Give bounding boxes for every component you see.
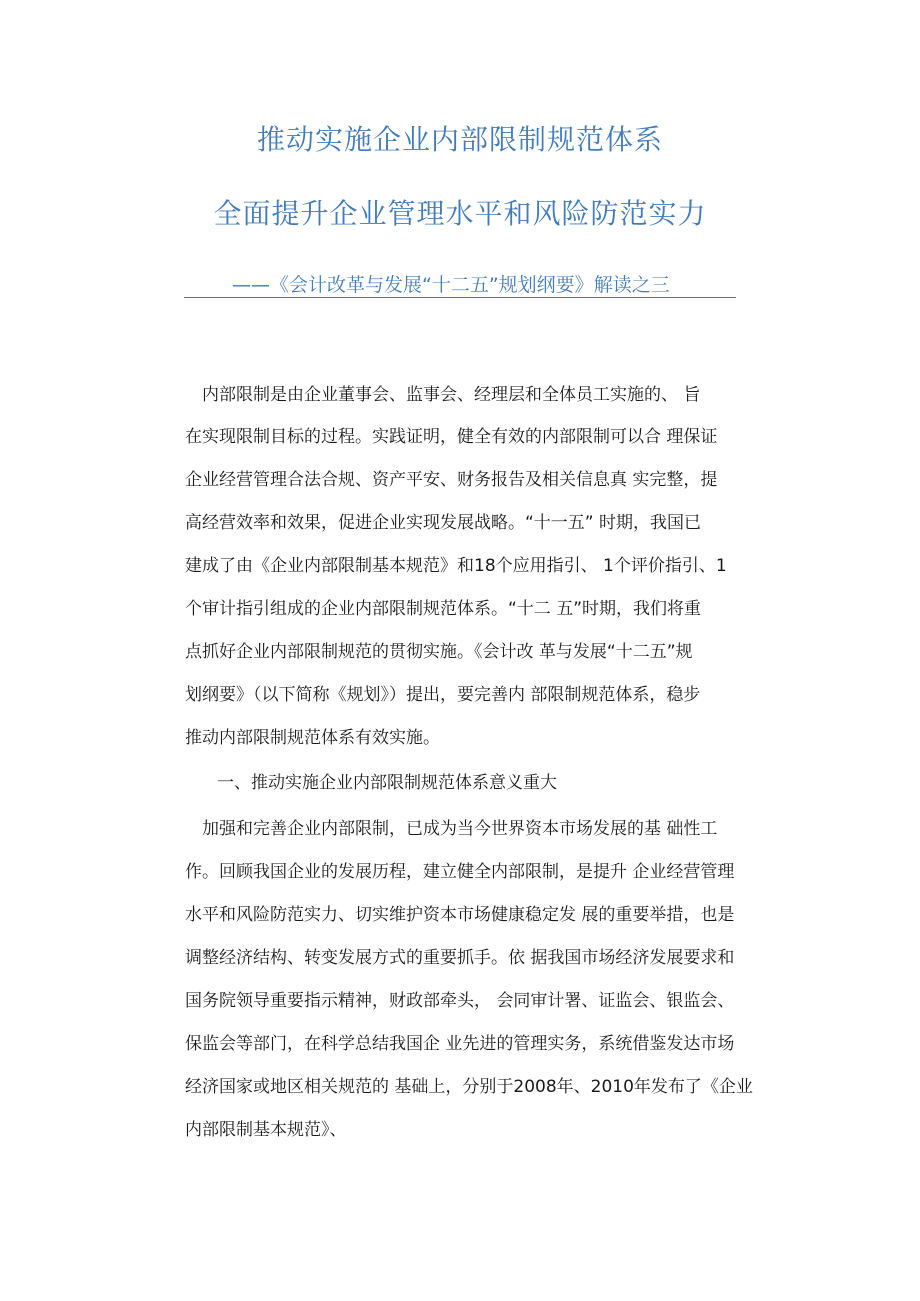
paragraph-line: 高经营效率和效果，促进企业实现发展战略。“十一五” 时期，我国已 xyxy=(185,513,702,533)
document-title-line1: 推动实施企业内部限制规范体系 xyxy=(256,123,663,156)
paragraph-line: 调整经济结构、转变发展方式的重要抓手。依 据我国市场经济发展要求和 xyxy=(185,948,735,968)
paragraph-line: 建成了由《企业内部限制基本规范》和18个应用指引、 1个评价指引、1 xyxy=(185,556,727,576)
document-subtitle: ——《会计改革与发展“十二五”规划纲要》解读之三 xyxy=(232,274,670,296)
paragraph-line: 推动内部限制规范体系有效实施。 xyxy=(185,728,440,748)
paragraph-line: 加强和完善企业内部限制，已成为当今世界资本市场发展的基 础性工 xyxy=(185,819,718,839)
section-heading: 一、推动实施企业内部限制规范体系意义重大 xyxy=(217,773,557,793)
paragraph-line: 划纲要》（以下简称《规划》）提出，要完善内 部限制规范体系，稳步 xyxy=(185,685,701,705)
subtitle-underline xyxy=(184,297,736,298)
paragraph-line: 国务院领导重要指示精神，财政部牵头， 会同审计署、证监会、银监会、 xyxy=(185,991,735,1011)
paragraph-line: 经济国家或地区相关规范的 基础上，分别于2008年、2010年发布了《企业 xyxy=(185,1077,753,1097)
paragraph-line: 点抓好企业内部限制规范的贯彻实施。《会计改 革与发展“十二五”规 xyxy=(185,642,693,662)
paragraph-line: 作。回顾我国企业的发展历程，建立健全内部限制，是提升 企业经营管理 xyxy=(185,862,735,882)
paragraph-line: 在实现限制目标的过程。实践证明，健全有效的内部限制可以合 理保证 xyxy=(185,427,718,447)
paragraph-line: 水平和风险防范实力、切实维护资本市场健康稳定发 展的重要举措，也是 xyxy=(185,905,735,925)
paragraph-line: 内部限制是由企业董事会、监事会、经理层和全体员工实施的、 旨 xyxy=(185,385,701,405)
paragraph-line: 内部限制基本规范》、 xyxy=(185,1120,347,1140)
paragraph-line: 保监会等部门，在科学总结我国企 业先进的管理实务，系统借鉴发达市场 xyxy=(185,1034,735,1054)
document-title-line2: 全面提升企业管理水平和风险防范实力 xyxy=(213,197,707,230)
paragraph-line: 个审计指引组成的企业内部限制规范体系。“十二 五”时期，我们将重 xyxy=(185,599,702,619)
paragraph-line: 企业经营管理合法合规、资产平安、财务报告及相关信息真 实完整，提 xyxy=(185,470,718,490)
